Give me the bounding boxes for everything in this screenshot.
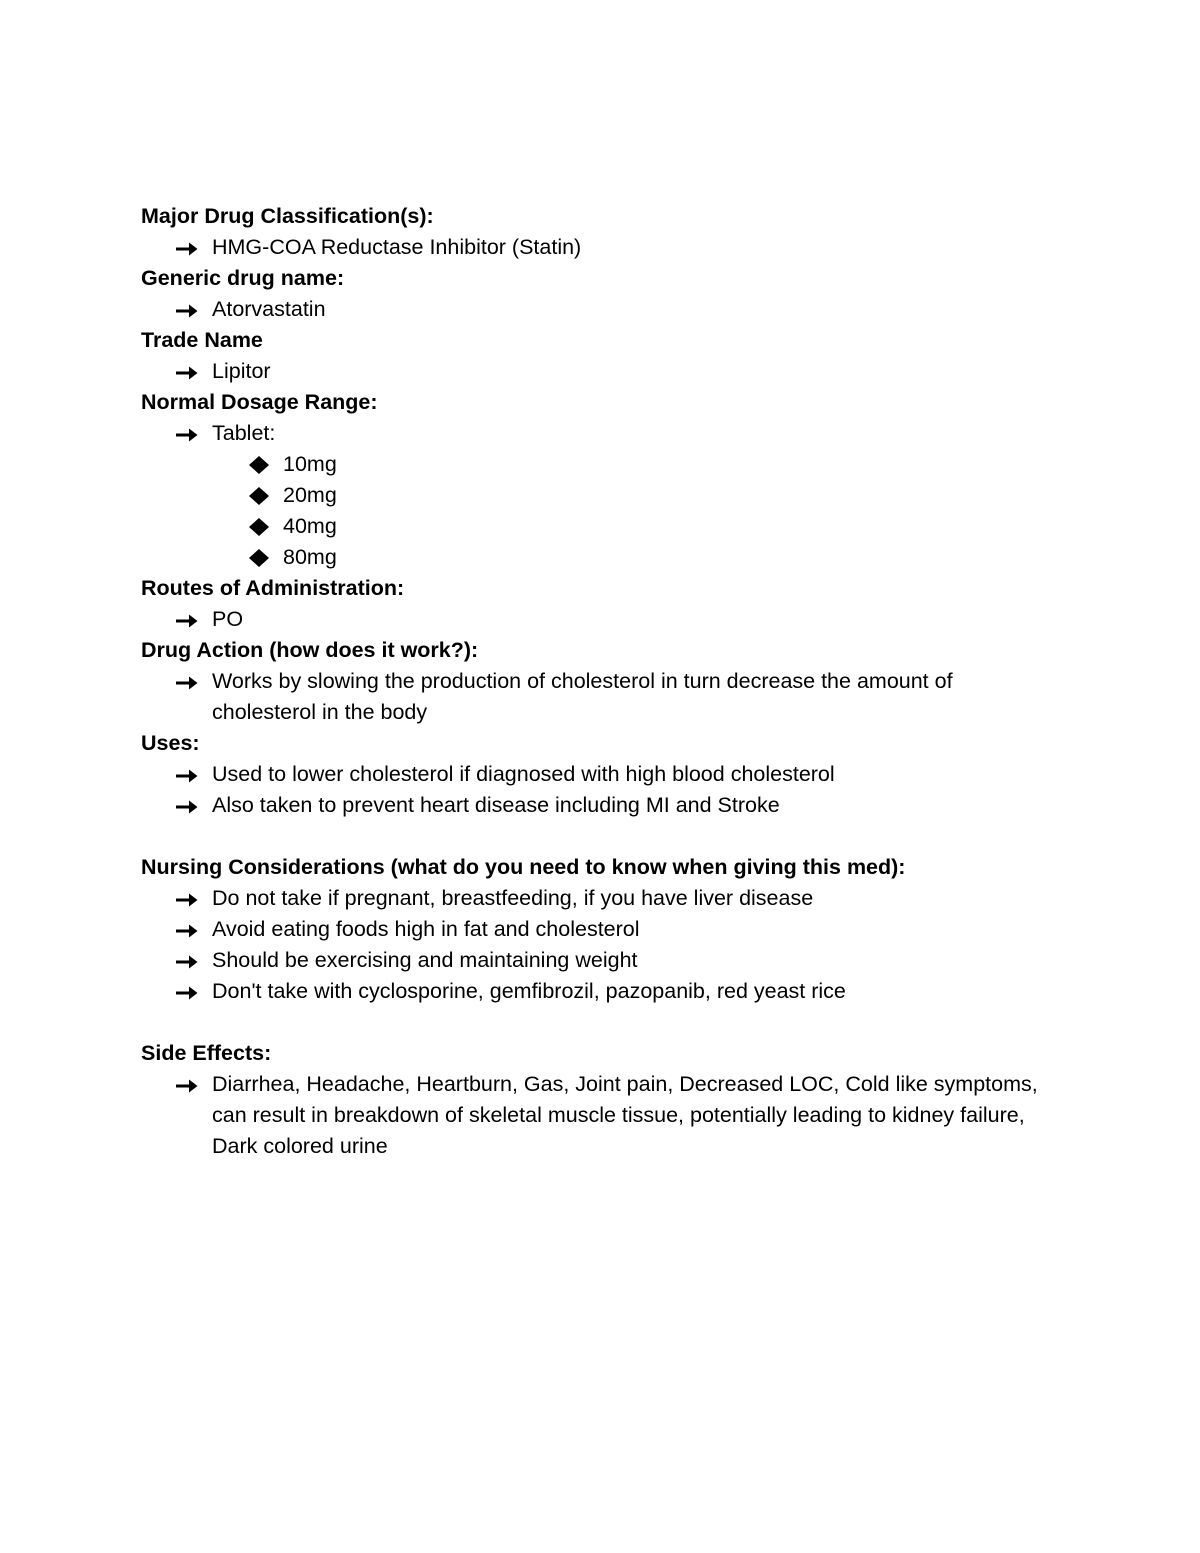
list-item-text: Also taken to prevent heart disease including MI and Stroke	[212, 793, 780, 817]
section-heading-generic-name: Generic drug name:	[141, 266, 345, 290]
list-item	[141, 914, 1061, 945]
arrow-right-icon	[176, 294, 200, 318]
list-item-text: Don't take with cyclosporine, gemfibrozil, pazopanib, red yeast rice	[212, 979, 846, 1003]
list-item-text: Should be exercising and maintaining weight	[212, 948, 638, 972]
list-item	[141, 604, 1061, 635]
diamond-icon	[249, 449, 271, 474]
list-item	[141, 883, 1061, 914]
sub-list-item	[141, 480, 1061, 511]
list-item-text: Diarrhea, Headache, Heartburn, Gas, Joint pain, Decreased LOC, Cold like symptoms, can result in breakdown of skeletal muscle tissue, potentially leading to kidney failure, Dark colored urine	[212, 1072, 1038, 1158]
list-item-text: Tablet:	[212, 421, 276, 445]
list-item-text: Lipitor	[212, 359, 271, 383]
sub-list-item-text: 10mg	[283, 452, 337, 476]
sub-list-item	[141, 511, 1061, 542]
list-item	[141, 418, 1061, 449]
document-page	[141, 201, 1061, 1162]
arrow-right-icon	[176, 945, 200, 969]
arrow-right-icon	[176, 914, 200, 938]
list-item	[141, 666, 1061, 728]
arrow-right-icon	[176, 759, 200, 783]
list-item	[141, 976, 1061, 1007]
list-item	[141, 759, 1061, 790]
section-heading-side-effects: Side Effects:	[141, 1041, 272, 1065]
arrow-right-icon	[176, 356, 200, 380]
arrow-right-icon	[176, 666, 200, 690]
section-heading-classification: Major Drug Classification(s):	[141, 204, 434, 228]
list-item-text: Works by slowing the production of cholesterol in turn decrease the amount of cholesterol in the body	[212, 669, 953, 724]
sub-list-item	[141, 542, 1061, 573]
list-item-text: Used to lower cholesterol if diagnosed with high blood cholesterol	[212, 762, 835, 786]
list-item	[141, 232, 1061, 263]
section-heading-dosage-range: Normal Dosage Range:	[141, 390, 378, 414]
blank-line	[141, 821, 1061, 852]
arrow-right-icon	[176, 604, 200, 628]
list-item	[141, 294, 1061, 325]
arrow-right-icon	[176, 1069, 200, 1093]
sub-list-item-text: 80mg	[283, 545, 337, 569]
diamond-icon	[249, 480, 271, 505]
list-item-text: Avoid eating foods high in fat and cholesterol	[212, 917, 640, 941]
list-item-text: Atorvastatin	[212, 297, 326, 321]
sub-list-item-text: 40mg	[283, 514, 337, 538]
list-item-text: HMG-COA Reductase Inhibitor (Statin)	[212, 235, 582, 259]
section-heading-nursing-considerations: Nursing Considerations (what do you need to know when giving this med):	[141, 855, 906, 879]
list-item	[141, 356, 1061, 387]
diamond-icon	[249, 511, 271, 536]
list-item	[141, 945, 1061, 976]
arrow-right-icon	[176, 418, 200, 442]
arrow-right-icon	[176, 976, 200, 1000]
list-item-text: PO	[212, 607, 244, 631]
diamond-icon	[249, 542, 271, 567]
arrow-right-icon	[176, 232, 200, 256]
sub-list-item	[141, 449, 1061, 480]
blank-line	[141, 1007, 1061, 1038]
list-item	[141, 790, 1061, 821]
list-item-text: Do not take if pregnant, breastfeeding, if you have liver disease	[212, 886, 814, 910]
arrow-right-icon	[176, 883, 200, 907]
section-heading-trade-name: Trade Name	[141, 328, 263, 352]
arrow-right-icon	[176, 790, 200, 814]
section-heading-routes: Routes of Administration:	[141, 576, 405, 600]
section-heading-uses: Uses:	[141, 731, 200, 755]
sub-list-item-text: 20mg	[283, 483, 337, 507]
section-heading-drug-action: Drug Action (how does it work?):	[141, 638, 479, 662]
list-item	[141, 1069, 1061, 1162]
